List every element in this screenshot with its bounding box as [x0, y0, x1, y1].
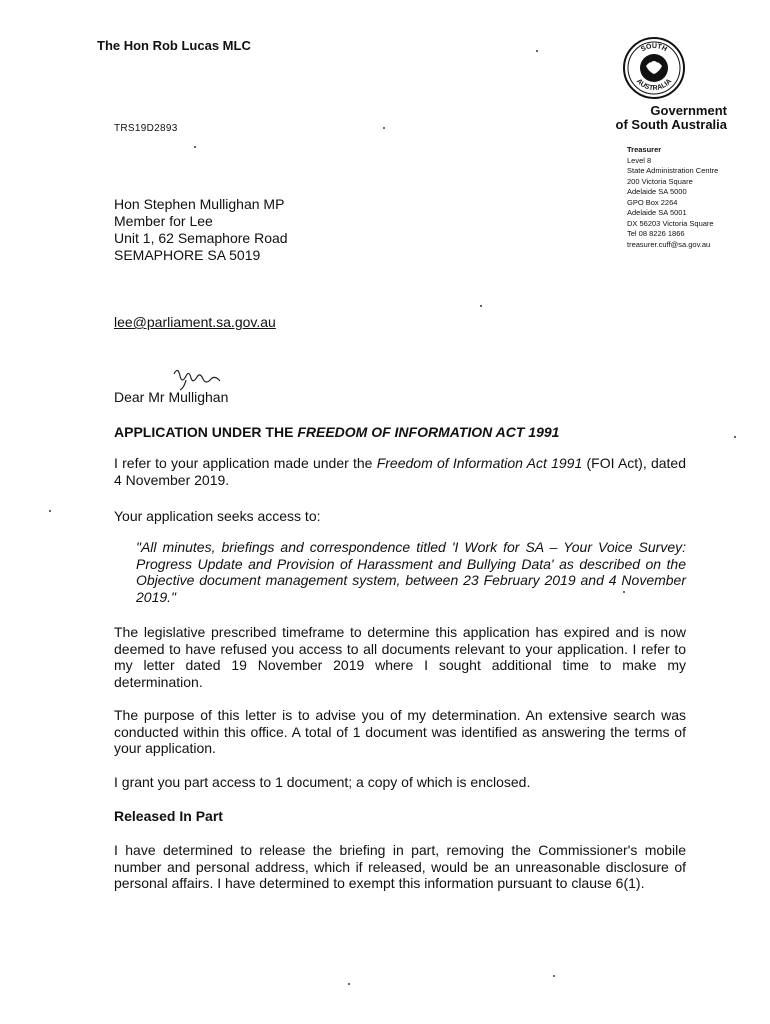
paragraph-grant: I grant you part access to 1 document; a copy of which is enclosed. [114, 774, 531, 790]
paragraph-access: Your application seeks access to: [114, 508, 321, 524]
scan-speck [553, 975, 555, 977]
office-line: Adelaide SA 5001 [627, 208, 687, 217]
scan-speck [383, 127, 385, 129]
office-line: GPO Box 2264 [627, 197, 678, 207]
recipient-name: Hon Stephen Mullighan MP [114, 196, 285, 212]
paragraph-determination: I have determined to release the briefing in part, removing the Commissioner's mobile number and personal address, which if released, would be an unreasonable disclosure of personal affairs. I have determined to exempt this information pursuant to clause 6(1). [114, 842, 686, 891]
government-wordmark [585, 104, 727, 132]
recipient-locality: SEMAPHORE SA 5019 [114, 247, 261, 263]
application-quote: "All minutes, briefings and correspondence titled 'I Work for SA – Your Voice Survey: Progress Update and Provision of Harassment and Bullying Data' as described on the Objective document management system, between 23 February 2019 and 4 November 2019." [136, 539, 686, 605]
scan-speck [348, 983, 350, 985]
office-line: treasurer.cuff@sa.gov.au [627, 239, 711, 249]
letter-heading [114, 424, 559, 440]
scan-speck [194, 146, 196, 148]
recipient-street: Unit 1, 62 Semaphore Road [114, 230, 288, 246]
recipient-role: Member for Lee [114, 213, 213, 229]
sender-name: The Hon Rob Lucas MLC [97, 38, 251, 53]
government-line-2: of South Australia [615, 117, 727, 132]
office-line: Level 8 [627, 155, 652, 165]
scan-speck [623, 591, 625, 593]
paragraph-reference [114, 455, 686, 488]
office-line: DX 56203 Victoria Square [627, 218, 714, 228]
office-line: State Administration Centre [627, 166, 719, 175]
scan-speck [536, 50, 538, 52]
paragraph-purpose: The purpose of this letter is to advise you of my determination. An extensive search was conducted within this office. A total of 1 document was identified as answering the terms of your application. [114, 707, 686, 756]
subheading-released-in-part: Released In Part [114, 808, 223, 824]
svg-text:AUSTRALIA: AUSTRALIA [634, 77, 674, 93]
heading-act-title: FREEDOM OF INFORMATION ACT 1991 [297, 424, 560, 440]
handwritten-initial-icon [170, 364, 232, 392]
recipient-email: lee@parliament.sa.gov.au [114, 314, 276, 330]
p1-act-title: Freedom of Information Act 1991 [376, 455, 583, 471]
office-address-block [627, 145, 769, 250]
p1-text-a: I refer to your application made under the [114, 455, 377, 471]
office-line: Adelaide SA 5000 [627, 187, 687, 196]
p1-text-b: (FOI Act), dated 4 November 2019. [114, 455, 686, 488]
paragraph-timeframe: The legislative prescribed timeframe to determine this application has expired and is now deemed to have refused you access to all documents relevant to your application. I refer to my letter dated 19 November 2019 where I sought additional time to make my determination. [114, 624, 686, 690]
south-australia-crest-icon [622, 36, 686, 100]
scan-speck [734, 436, 736, 438]
office-line: 200 Victoria Square [627, 176, 693, 186]
svg-text:SOUTH: SOUTH [640, 42, 668, 54]
reference-number: TRS19D2893 [114, 123, 178, 134]
scan-speck [480, 305, 482, 307]
heading-prefix: APPLICATION UNDER THE [114, 424, 298, 440]
scan-speck [49, 510, 51, 512]
government-line-1: Government [650, 103, 727, 118]
salutation: Dear Mr Mullighan [114, 389, 229, 405]
office-line: Tel 08 8226 1866 [627, 229, 685, 238]
office-title: Treasurer [627, 145, 662, 154]
recipient-address [114, 196, 288, 264]
